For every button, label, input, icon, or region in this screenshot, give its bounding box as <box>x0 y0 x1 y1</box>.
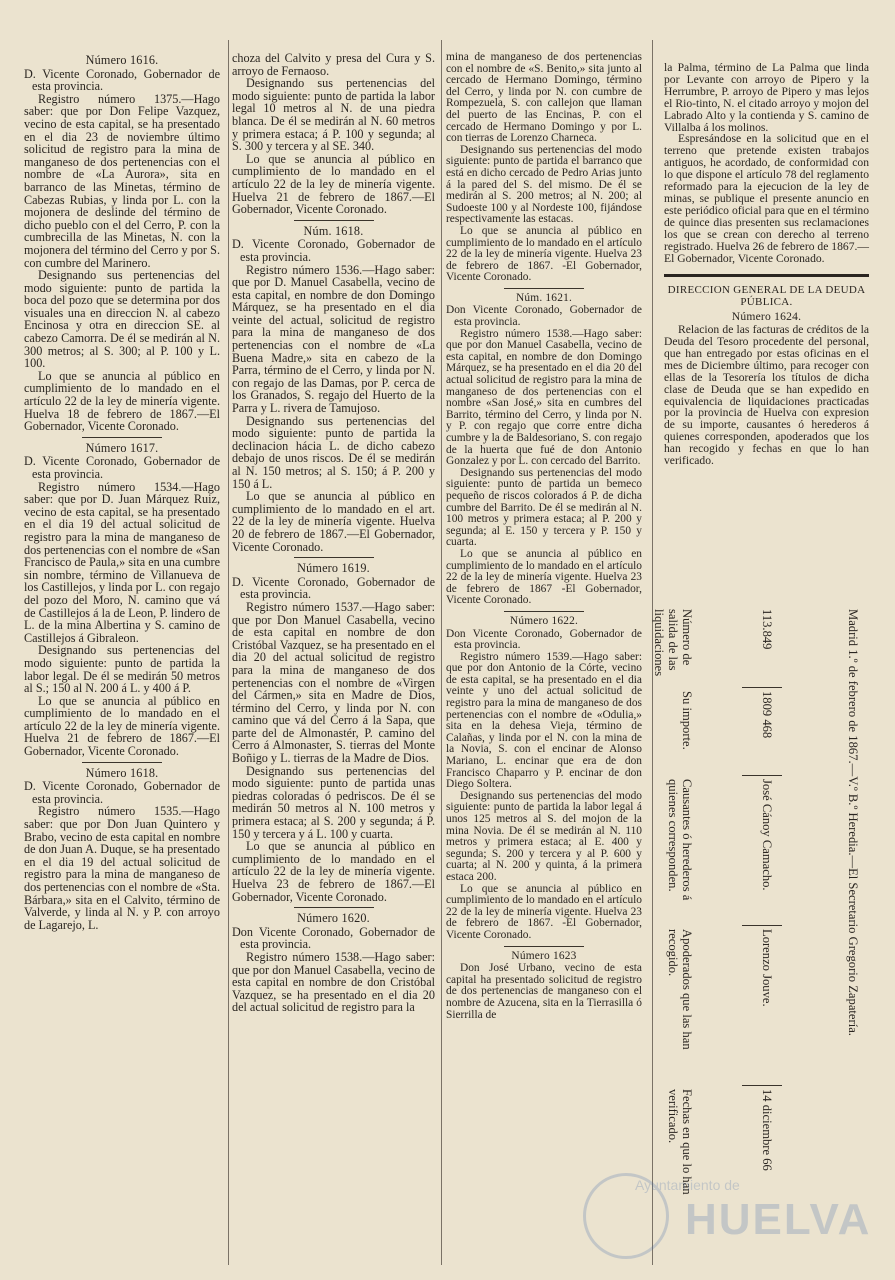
notice-heading: D. Vicente Coronado, Gobernador de esta provincia. <box>24 454 220 481</box>
notice-body: Lo que se anuncia al público en cumplimiento de lo mandado en el artículo 22 de la ley de minería vigente. Huelva 23 de febrero de 1867 -El Gobernador, Vicente Coronado. <box>446 547 642 607</box>
notice-body: Lo que se anuncia al público en cumplimiento de lo mandado en el art. 22 de la ley de minería vigente. Huelva 20 de febrero de 1867.—El Gobernador, Vicente Coronado. <box>232 489 435 554</box>
column-4 <box>664 62 869 627</box>
notice-heading: Don Vicente Coronado, Gobernador de esta provincia. <box>446 627 642 652</box>
table-cell: José Cánoy Camacho. <box>760 779 774 891</box>
section-rule <box>664 274 869 277</box>
notice-heading: D. Vicente Coronado, Gobernador de esta provincia. <box>232 237 435 264</box>
rotated-table <box>652 605 874 1245</box>
notice-number: Número 1617. <box>85 440 159 455</box>
table-cell: 1809 468 <box>760 691 774 739</box>
notice-body: mina de manganeso de dos pertenencias con el nombre de «S. Benito,» sita junto al cercado de Hermano Domingo, término del Cerro, y linda por N. con cumbre de Rompezuela, S. con callejon que llaman del puerto de las Encinas, P. con el cercado de Hermano Domingo y por L. con tierras de Lorenzo Charneca. <box>446 51 642 145</box>
notice-body: Registro número 1536.—Hago saber: que por D. Manuel Casabella, vecino de esta capital, en nombre de don Domingo Márquez, se ha presentado en el dia veinte del actual, solicitud de registro para la mina de manganeso de dos pertenencias con el nombre de «La Buena Madre,» sita en cabezo de la Parra, término de el Cerro, y linda por N. con regajo de las Damas, por P. cerca de los Granados, S. regajo del Huerto de la Parra y L. rivera de Tamujoso. <box>232 262 435 416</box>
notice-number: Número 1622. <box>509 614 579 627</box>
section-title: DIRECCION GENERAL DE LA DEUDA PÚBLICA. <box>667 284 866 309</box>
notice-body: Registro número 1537.—Hago saber: que por Don Manuel Casabella, vecino de esta capital en nombre de don Cristóbal Vazquez, se ha presentado en el dia 20 del actual solicitud de registro para la mina de manganeso de dos pertenencias con el nombre de «Virgen del Cármen,» sita en Madre de Dios, término del Cerro, y linda por N. con camino que vá del Cerro á la Sapa, que parte del de Almonastér, P. camino del Cerro á Almonaster, S. tierras del Monte Boñigo y L. tierras de la Madre de Dios. <box>232 599 435 766</box>
notice-body: Designando sus pertenencias del modo siguiente: punto de partida unas piedras coloradas ó pedriscos. De él se medirán 50 metros al N. 100 metros y primera estaca; al S. 200 y segunda; á P. 150 y tercera y á L. 100 y cuarta. <box>232 763 435 841</box>
notice-body: Don José Urbano, vecino de esta capital ha presentado solicitud de registro de dos pertenencias de manganeso con el nombre de Azucena, sita en la Tierrasilla ó Sierrilla de <box>446 962 642 1021</box>
notice-body: Registro número 1538.—Hago saber: que por don Manuel Casabella, vecino de esta capital en nombre de don Cristóbal Vazquez, se ha presentado en el dia 20 del actual solicitud de registro para la <box>232 949 435 1015</box>
notice-number: Número 1619. <box>297 561 370 576</box>
table-divider <box>742 775 782 776</box>
separator <box>294 220 374 221</box>
table-header-row <box>652 605 694 1245</box>
column-rule <box>228 40 229 1265</box>
table-divider <box>742 687 782 688</box>
separator <box>294 557 374 558</box>
notice-body: Designando sus pertenencias del modo siguiente: punto de partida un bemeco pequeño de riscos colorados á P. de dicha cumbre del Barrito. De él se medirán al N. 100 metros y primera estaca; al P. 200 y segunda; al E. 150 y tercera y P. 150 y cuarta. <box>446 466 642 549</box>
notice-heading: Don Vicente Coronado, Gobernador de esta provincia. <box>232 924 435 952</box>
notice-body: Registro número 1535.—Hago saber: que por Don Juan Quintero y Brabo, vecino de esta capital en nombre de don Juan A. Duque, se ha presentado en el dia 19 del actual solicitud de registro para la mina de manganeso de dos pertenencias con el nombre de «Sta. Bárbara,» sita en el Calvito, término de Valverde, y linda al N. y P. con arroyo de Lagarejo, L. <box>24 804 220 932</box>
notice-body: Designando sus pertenencias del modo siguiente: punto de partida la declinacion hácia L. de dicho cabezo debajo de unos riscos. De él se medirán al N. 150 metros; al S. 150; á P. 200 y 150 á L. <box>232 413 435 491</box>
notice-body: Lo que se anuncia al público en cumplimiento de lo mandado en el artículo 22 de la ley de minería vigente. Huelva 23 de febrero de 1867.—El Gobernador, Vicente Coronado. <box>232 839 435 904</box>
notice-body: Lo que se anuncia al público en cumplimiento de lo mandado en el artículo 22 de la ley de minería vigente. Huelva 23 de febrero de 1867. -El Gobernador, Vicente Coronado. <box>446 882 642 941</box>
notice-body: Registro número 1538.—Hago saber: que por don Manuel Casabella, vecino de esta capital, en nombre de don Domingo Márquez, se ha presentado en el dia 20 del actual solicitud de registro para la mina de manganeso de dos pertenencias con el nombre «San José,» sita en cumbres del Barrito, término del Cerro, y linda por N. y P. con regajo que corre entre dicha cumbre y la de Baldesoriano, S. con regajo de la huerta que fué de don Antonio Gonzalez y por L. con cercado del Barrito. <box>446 327 642 468</box>
table-header-cell: Su importe. <box>680 691 694 750</box>
separator <box>504 288 584 289</box>
separator <box>504 611 584 612</box>
notice-body: la Palma, término de La Palma que linda por Levante con arroyo de Pipero y la Herrumbre, P. arroyo de Pipero y mas lejos el Rio-tinto, N. el citado arroyo y mojon del Labrado Alto y la contienda y S. camino de Villalba á los molinos. <box>664 61 869 134</box>
notice-body: Relacion de las facturas de créditos de la Deuda del Tesoro procedente del personal, que han entregado por estas oficinas en el mes de Diciembre último, para recoger con ellas de la Tesorería los títulos de dicha clase de Deuda que se han expedido en equivalencia de liquidaciones practicadas por la provincia de Huelva con expresion de su importe, causantes ó herederos á quienes corresponden, apoderados que los han recogido y fechas en que lo han verificado. <box>664 323 869 468</box>
separator <box>82 762 162 763</box>
notice-body: choza del Calvito y presa del Cura y S. arroyo de Fernaoso. <box>232 51 435 78</box>
separator <box>82 437 162 438</box>
notice-body: Designando sus pertenencias del modo siguiente: punto de partida el barranco que está en dicho cercado de Pedro Arias junto á la pared del S. del mismo. De él se medirán al S. 200 metros; al N. 200; al Sudoeste 100 y al Nordeste 100, fijándose respectivamente las estacas. <box>446 143 642 226</box>
table-header-cell: Número de salida de las liquidaciones <box>652 609 694 677</box>
notice-number: Número 1618. <box>85 765 159 780</box>
separator <box>504 946 584 947</box>
table-footer <box>846 605 860 1245</box>
table-header-cell: Apoderados que las han recogido. <box>666 929 694 1050</box>
notice-number: Número 1624. <box>731 310 802 324</box>
notice-heading: Don Vicente Coronado, Gobernador de esta provincia. <box>446 304 642 329</box>
watermark-text: Ayuntamiento de <box>635 1177 740 1193</box>
table-cell: 14 diciembre 66 <box>760 1089 774 1171</box>
notice-body: Registro número 1534.—Hago saber: que por D. Juan Márquez Ruiz, vecino de esta capital, se ha presentado en el dia 19 del actual solicitud de registro para la mina de manganeso de dos pertenencias con el nombre de «San Francisco de Paula,» sita en una cumbre sin nombre, término de Villanueva de los Castillejos, y linda por L. con regajo del pozo del Moro, N. camino que vá de Castillejos á la de Leon, P. lindero de L. de la mina Albertina y S. camino de Castillejos á Gibraleon. <box>24 479 220 645</box>
column-1 <box>24 52 220 1267</box>
table-cell: Lorenzo Jouve. <box>760 929 774 1007</box>
notice-number: Número 1623 <box>511 949 577 962</box>
notice-number: Núm. 1618. <box>303 223 364 238</box>
notice-body: Registro número 1375.—Hago saber: que por Don Felipe Vazquez, vecino de esta capital, se ha presentado en el dia 23 de noviembre último solicitud de registro para la mina de manganeso de dos pertenencias con el nombre de «La Aurora», sita en barranco de las Minetas, término de Cabezas Rubias, y linda por L. con la mojonera de deslinde del término de dicho pueblo con el del Cerro, P. con la cumbrecilla de las Minetas, N. con la mojonera del término del Cerro y por S. con cumbre del Marinero. <box>24 91 220 270</box>
column-rule <box>441 40 442 1265</box>
table-rotated-content <box>652 605 874 1245</box>
notice-body: Designando sus pertenencias del modo siguiente: punto de partida la boca del pozo que se determina por dos visuales una en direccion N. al cabezo Encinosa y otra en direccion SE. al cabezo Camorra. De él se medirán al N. 300 metros; al S. 300; al P. 100 y L. 100. <box>24 268 220 371</box>
separator <box>294 907 374 908</box>
notice-heading: D. Vicente Coronado, Gobernador de esta provincia. <box>24 779 220 806</box>
notice-body: Lo que se anuncia al público en cumplimiento de lo mandado en el artículo 22 de la ley de minería vigente. Huelva 18 de febrero de 1867.—El Gobernador, Vicente Coronado. <box>24 368 220 434</box>
table-header-cell: Causantes ó herederos á quienes corresponden. <box>666 779 694 901</box>
notice-body: Designando sus pertenencias del modo siguiente: punto de partida la labor legal. De él se medirán 50 metros al S.; 150 al N. 200 á L. y 400 á P. <box>24 643 220 696</box>
notice-number: Número 1620. <box>297 911 370 926</box>
table-cell: 113.849 <box>760 609 774 650</box>
table-divider <box>742 925 782 926</box>
table-divider <box>742 1085 782 1086</box>
notice-body: Designando sus pertenencias del modo siguiente: punto de partida la labor legal 10 metros al N. de una piedra blanca. De él se medirán al N. 60 metros y primera estaca; á P. 100 y segunda; al S. 300 y tercera y al SE. 340. <box>232 76 435 154</box>
column-3 <box>446 52 642 1272</box>
column-2 <box>232 52 435 1267</box>
table-footer-text: Madrid 1.º de febrero de 1867.—V.º B.º Heredia.—El Secretario Gregorio Zapatería. <box>846 609 860 1036</box>
table-header-cell: Fechas en que lo han verificado. <box>666 1089 694 1195</box>
notice-body: Registro número 1539.—Hago saber: que por don Antonio de la Córte, vecino de esta capital, se ha presentado en el dia veinte y uno del actual solicitud de registro para la mina de manganeso de dos pertenencias con el nombre de «Odulia,» sita en la dehesa Vieja, término de Calañas, y linda por el N. con la mina de la Novia, S. con el encinar de Alonso Mariano, L. encinar que era de don Francisco Chaparro y P. encinar de don Diego Soltera. <box>446 650 642 791</box>
notice-heading: D. Vicente Coronado, Gobernador de esta provincia. <box>24 66 220 94</box>
notice-body: Lo que se anuncia al público en cumplimiento de lo mandado en el artículo 22 de la ley de minería vigente. Huelva 21 de febrero de 1867.—El Gobernador, Vicente Coronado. <box>232 151 435 217</box>
watermark-text: HUELVA <box>685 1195 872 1244</box>
notice-number: Número 1616. <box>85 53 159 67</box>
notice-body: Lo que se anuncia al público en cumplimiento de lo mandado en el artículo 22 de la ley de minería vigente. Huelva 21 de febrero de 1867.—El Gobernador, Vicente Coronado. <box>24 693 220 759</box>
notice-body: Espresándose en la solicitud que en el terreno que pretende existen trabajos antiguos, he acordado, de conformidad con lo que dispone el artículo 78 del reglamento reformado para la ejecucion de la ley de minas, se publique el presente anuncio en este periódico oficial para que en el término de quince dias presenten sus reclamaciones los que se crean con derecho al terreno registrado. Huelva 26 de febrero de 1867.—El Gobernador, Vicente Coronado. <box>664 132 869 265</box>
notice-body: Lo que se anuncia al público en cumplimiento de lo mandado en el artículo 22 de la ley de minería vigente. Huelva 23 de febrero de 1867. -El Gobernador, Vicente Coronado. <box>446 224 642 284</box>
notice-heading: D. Vicente Coronado, Gobernador de esta provincia. <box>232 574 435 602</box>
notice-body: Designando sus pertenencias del modo siguiente: punto de partida la labor legal á unos 125 metros al S. del mojon de la mina Novia. De él se medirán al N. 110 metros y primera estaca; al E. 400 y segunda; S. 200 y tercera y al P. 600 y cuarta; al N. 200 y quinta, á la primera estaca 200. <box>446 789 642 883</box>
notice-number: Núm. 1621. <box>515 291 573 304</box>
